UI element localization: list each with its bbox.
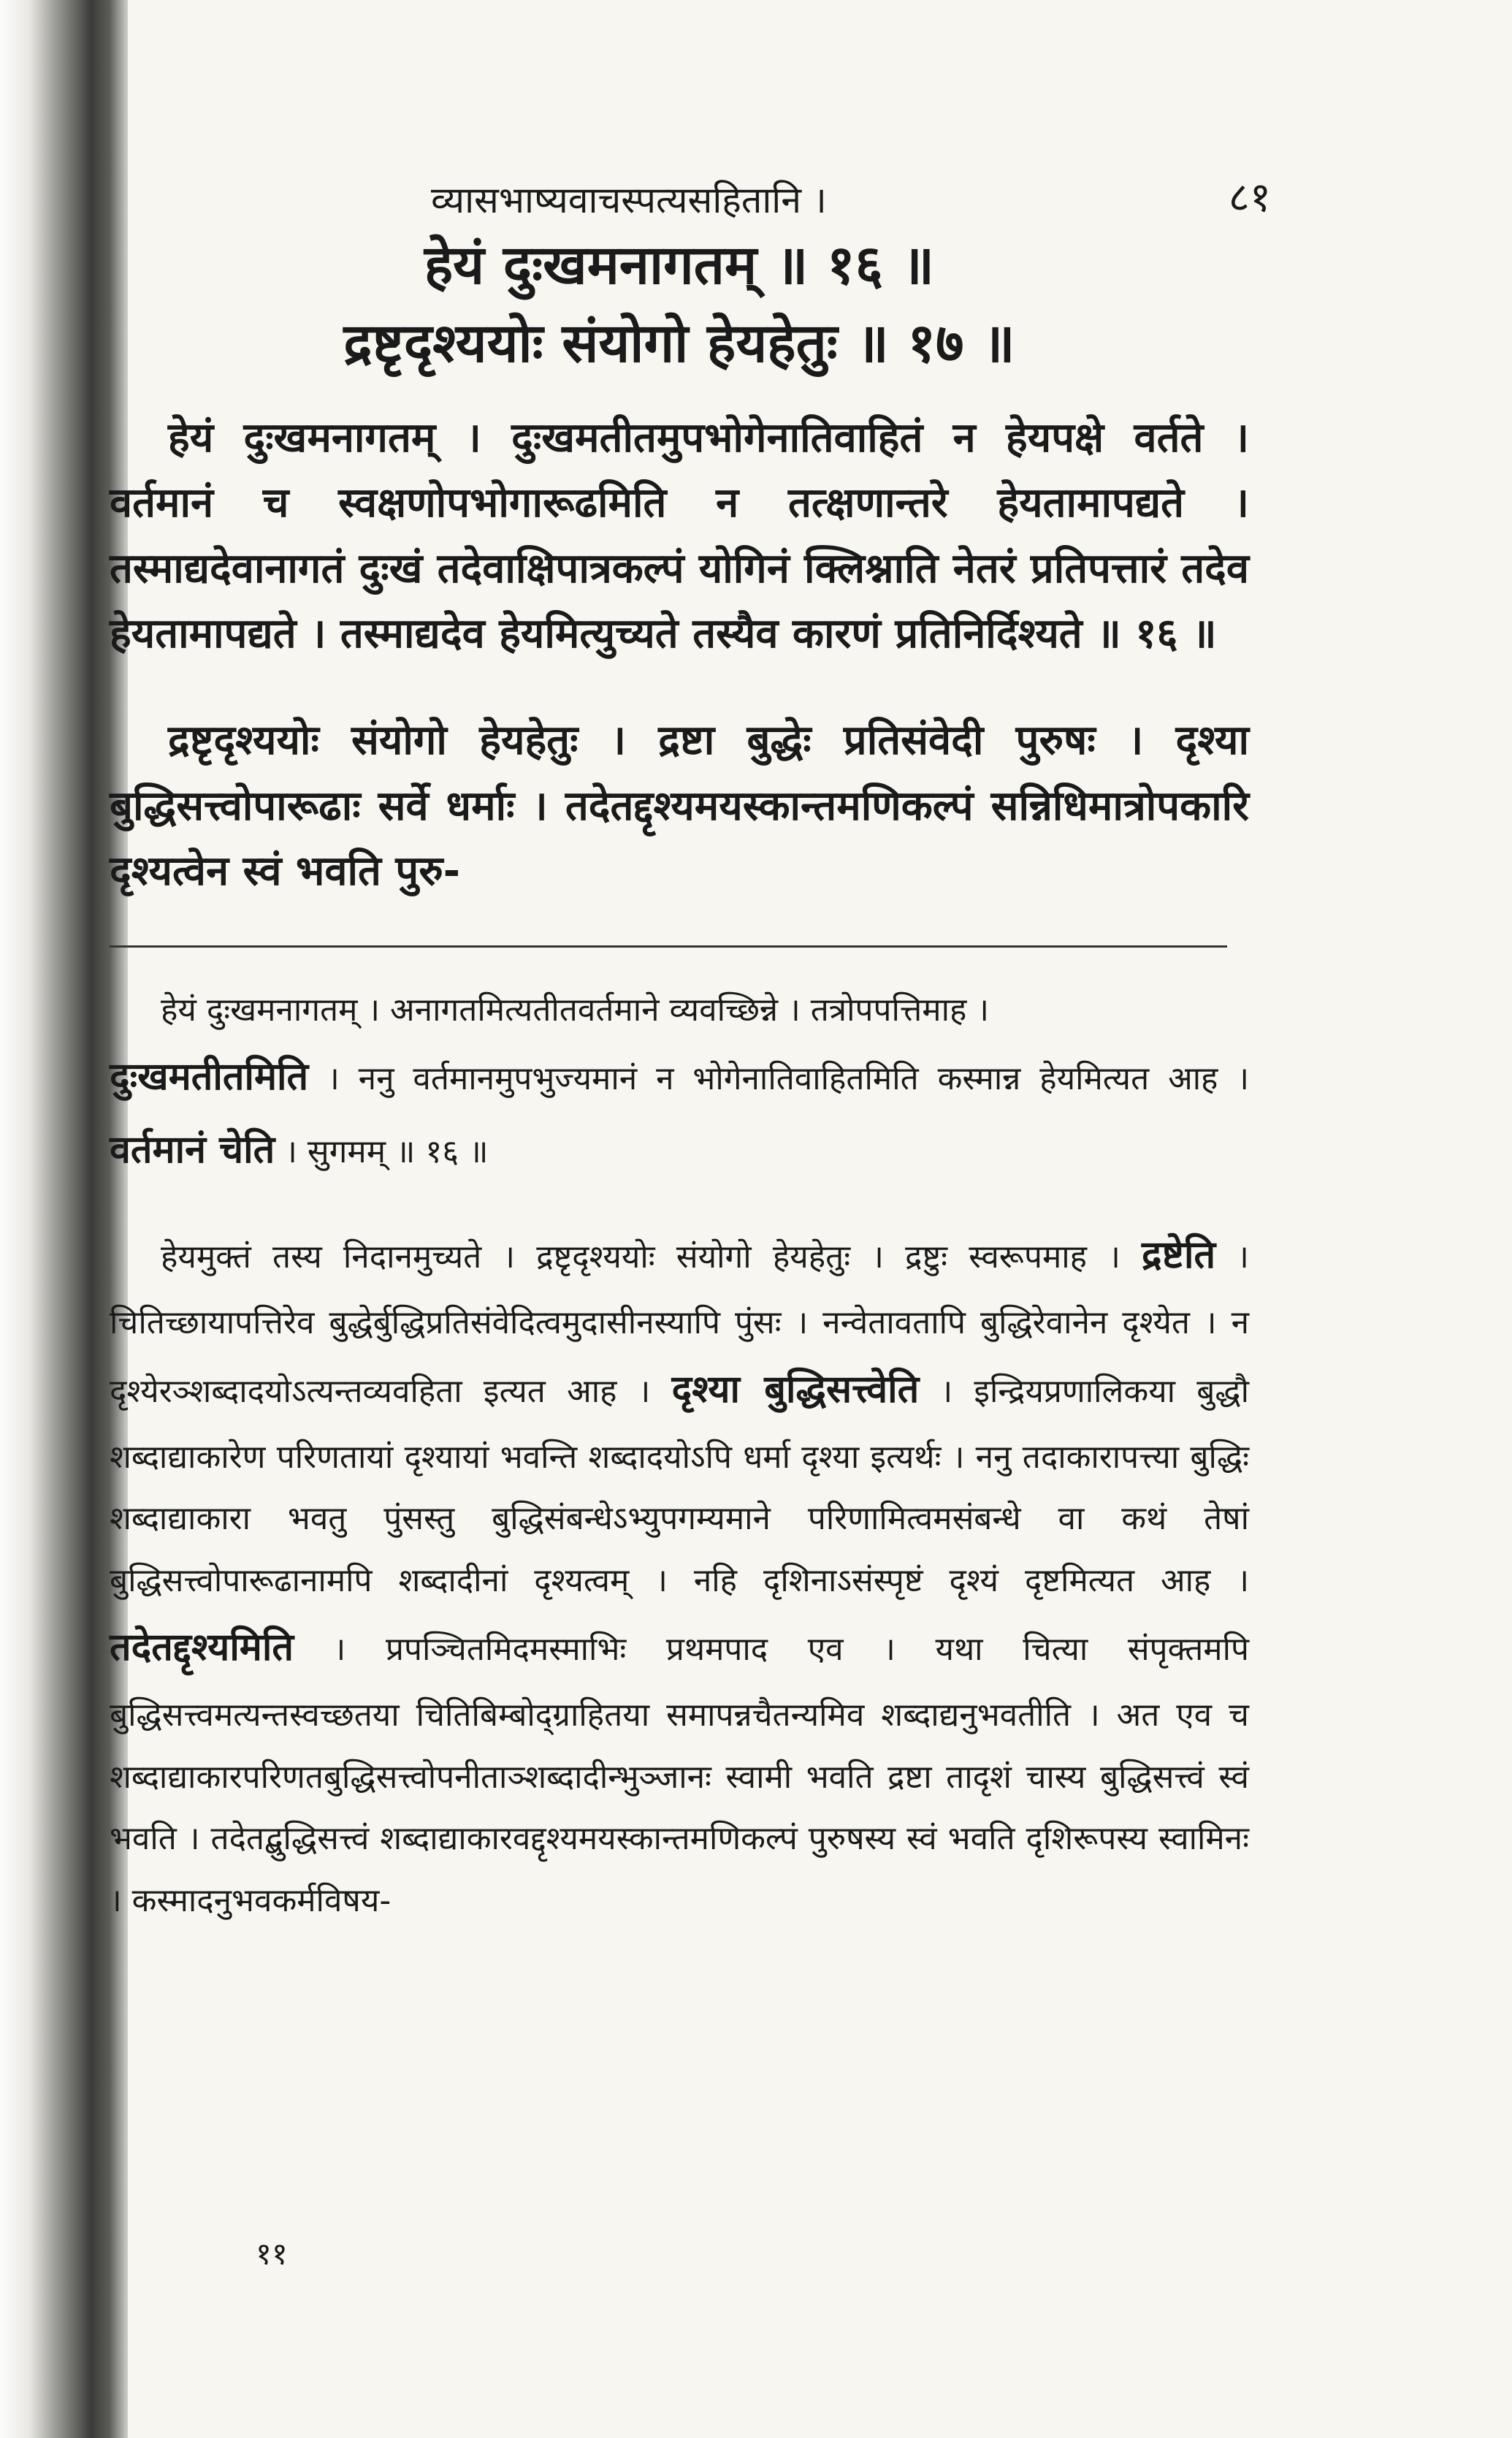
sutra-16: हेयं दुःखमनागतम् ॥ १६ ॥ [424, 234, 935, 297]
comm-text: । ननु वर्तमानमुपभुज्यमानं न भोगेनातिवाहितमिति कस्मान्न हेयमित्यत आह । [308, 1060, 1249, 1098]
pratika: दुःखमतीतमिति [110, 1055, 309, 1100]
commentary-16 [110, 980, 1249, 1187]
bhashya-17: द्रष्टृदृश्ययोः संयोगो हेयहेतुः । द्रष्टा बुद्धेः प्रतिसंवेदी पुरुषः । दृश्या बुद्धिसत्त्वोपारूढाः सर्वे धर्माः । तदेतद्दृश्यमयस्कान्तमणिकल्पं सन्निधिमात्रोपकारि दृश्यत्वेन स्वं भवति पुरु- [110, 716, 1249, 896]
running-title: व्यासभाष्यवाचस्पत्यसहितानि । [431, 179, 827, 221]
page-content [110, 161, 1271, 1964]
book-spine-shadow [0, 0, 128, 2438]
comm-text: हेयमुक्तं तस्य निदानमुच्यते । द्रष्टृदृश्ययोः संयोगो हेयहेतुः । द्रष्टुः स्वरूपमाह । [161, 1238, 1142, 1276]
signature-mark: ११ [256, 2236, 288, 2271]
commentary-17 [110, 1219, 1249, 1932]
bhashya-16: हेयं दुःखमनागतम् । दुःखमतीतमुपभोगेनातिवाहितं न हेयपक्षे वर्तते । वर्तमानं च स्वक्षणोपभोगारूढमिति न तत्क्षणान्तरे हेयतामापद्यते । तस्माद्यदेवानागतं दुःखं तदेवाक्षिपात्रकल्पं योगिनं क्लिश्नाति नेतरं प्रतिपत्तारं तदेव हेयतामापद्यते । तस्माद्यदेव हेयमित्युच्यते तस्यैव कारणं प्रतिनिर्दिश्यते ॥ १६ ॥ [110, 414, 1249, 658]
footnote-divider [110, 945, 1227, 948]
page-number: ८१ [1228, 174, 1271, 221]
sutra-17: द्रष्टृदृश्ययोः संयोगो हेयहेतुः ॥ १७ ॥ [343, 312, 1015, 376]
pratika: तदेतद्दृश्यमिति [110, 1626, 294, 1670]
comm-text: । इन्द्रियप्रणालिकया बुद्धौ शब्दाद्याकारेण परिणतायां दृश्यायां भवन्ति शब्दादयोऽपि धर्मा दृश्या इत्यर्थः । ननु तदाकारापत्त्या बुद्धिः शब्दाद्याकारा भवतु पुंसस्तु बुद्धिसंबन्धेऽभ्युपगम्यमाने परिणामित्वमसंबन्धे वा कथं तेषां बुद्धिसत्त्वोपारूढानामपि शब्दादीनां दृश्यत्वम् । नहि दृशिनाऽसंस्पृष्टं दृश्यं दृष्टमित्यत आह । [110, 1373, 1249, 1599]
comm-text: । चितिच्छायापत्तिरेव बुद्धेर्बुद्धिप्रतिसंवेदित्वमुदासीनस्यापि पुंसः । नन्वेतावतापि बुद्धिरेवानेन दृश्येत । न दृश्येरञ्शब्दादयोऽत्यन्तव्यवहिता इत्यत आह । [110, 1238, 1249, 1411]
pratika: दृश्या बुद्धिसत्त्वेति [671, 1368, 920, 1412]
pratika: वर्तमानं चेति [110, 1128, 275, 1173]
comm-text: हेयं दुःखमनागतम् । अनागतमित्यतीतवर्तमाने व्यवच्छिन्ने । तत्रोपपत्तिमाह । [161, 991, 990, 1029]
running-header [110, 161, 1271, 226]
pratika: द्रष्टेति [1142, 1233, 1216, 1277]
comm-text: । प्रपञ्चितमिदमस्माभिः प्रथमपाद एव । यथा चित्या संपृक्तमपि बुद्धिसत्त्वमत्यन्तस्वच्छतया चितिबिम्बोद्ग्राहितया समापन्नचैतन्यमिव शब्दाद्यनुभवतीति । अत एव च शब्दाद्याकारपरिणतबुद्धिसत्त्वोपनीताञ्शब्दादीन्भुञ्जानः स्वामी भवति द्रष्टा तादृशं चास्य बुद्धिसत्त्वं स्वं भवति । तदेतद्बुद्धिसत्त्वं शब्दाद्याकारवद्दृश्यमयस्कान्तमणिकल्पं पुरुषस्य स्वं भवति दृशिरूपस्य स्वामिनः । कस्मादनुभवकर्मविषय- [110, 1631, 1249, 1919]
comm-text: । सुगमम् ॥ १६ ॥ [275, 1133, 489, 1171]
